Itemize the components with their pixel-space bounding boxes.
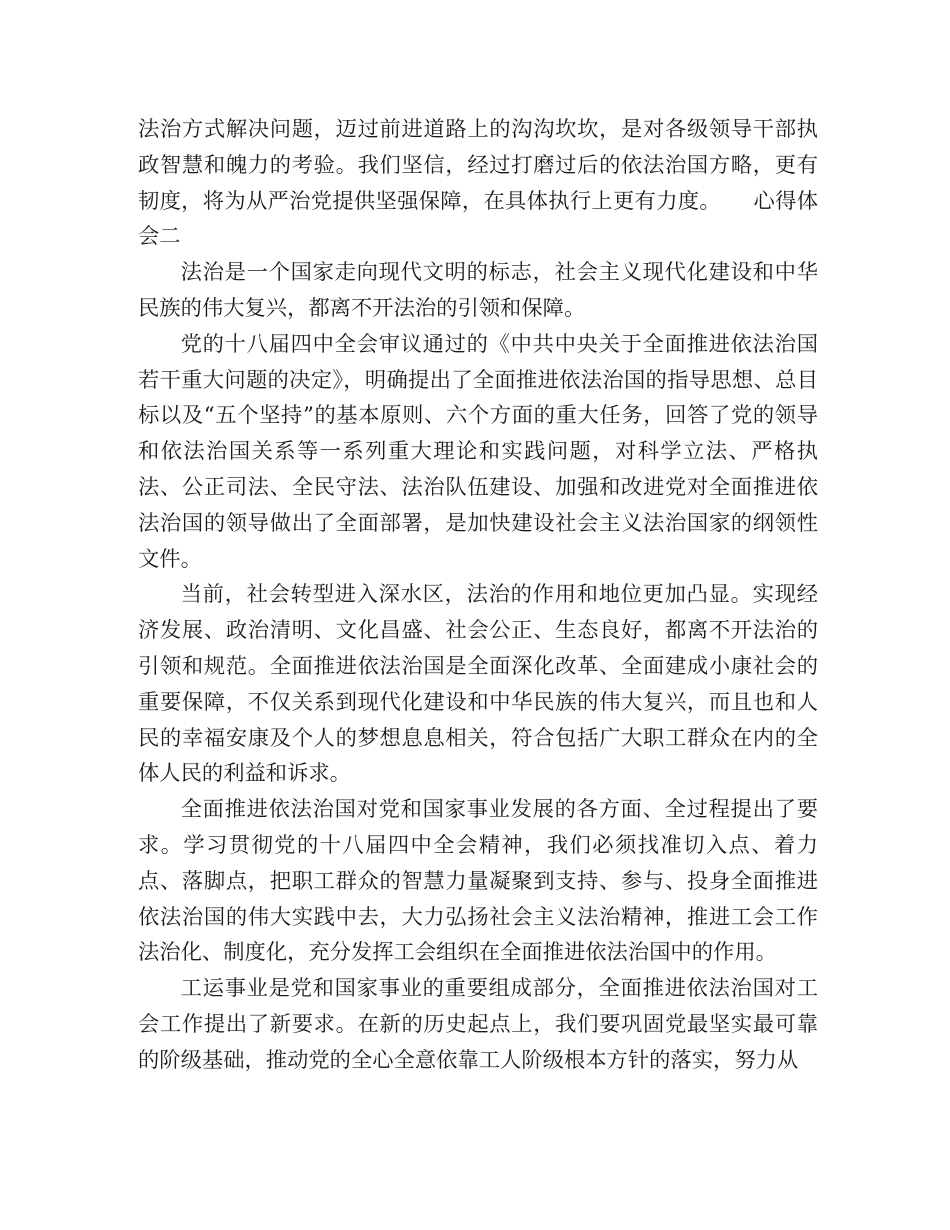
paragraph: 全面推进依法治国对党和国家事业发展的各方面、全过程提出了要求。学习贯彻党的十八届四中全会精神，我们必须找准切入点、着力点、落脚点，把职工群众的智慧力量凝聚到支持、参与、投身全面推进依法治国的伟大实践中去，大力弘扬社会主义法治精神，推进工会工作法治化、制度化，充分发挥工会组织在全面推进依法治国中的作用。: [138, 797, 818, 966]
paragraph: 法治是一个国家走向现代文明的标志，社会主义现代化建设和中华民族的伟大复兴，都离不开法治的引领和保障。: [138, 260, 818, 321]
paragraph: 当前，社会转型进入深水区，法治的作用和地位更加凸显。实现经济发展、政治清明、文化昌盛、社会公正、生态良好，都离不开法治的引领和规范。全面推进依法治国是全面深化改革、全面建成小康社会的重要保障，不仅关系到现代化建设和中华民族的伟大复兴，而且也和人民的幸福安康及个人的梦想息息相关，符合包括广大职工群众在内的全体人民的利益和诉求。: [138, 582, 818, 787]
paragraph: 党的十八届四中全会审议通过的《中共中央关于全面推进依法治国若干重大问题的决定》，明确提出了全面推进依法治国的指导思想、总目标以及“五个坚持”的基本原则、六个方面的重大任务，回答了党的领导和依法治国关系等一系列重大理论和实践问题，对科学立法、严格执法、公正司法、全民守法、法治队伍建设、加强和改进党对全面推进依法治国的领导做出了全面部署，是加快建设社会主义法治国家的纲领性文件。: [138, 331, 818, 572]
paragraph: 工运事业是党和国家事业的重要组成部分，全面推进依法治国对工会工作提出了新要求。在新的历史起点上，我们要巩固党最坚实最可靠的阶级基础，推动党的全心全意依靠工人阶级根本方针的落实，努力从: [138, 976, 818, 1073]
paragraph: 法治方式解决问题，迈过前进道路上的沟沟坎坎，是对各级领导干部执政智慧和魄力的考验。我们坚信，经过打磨过后的依法治国方略，更有韧度，将为从严治党提供坚强保障，在具体执行上更有力度。 心得体会二: [138, 117, 818, 250]
document-body: [138, 112, 818, 1079]
